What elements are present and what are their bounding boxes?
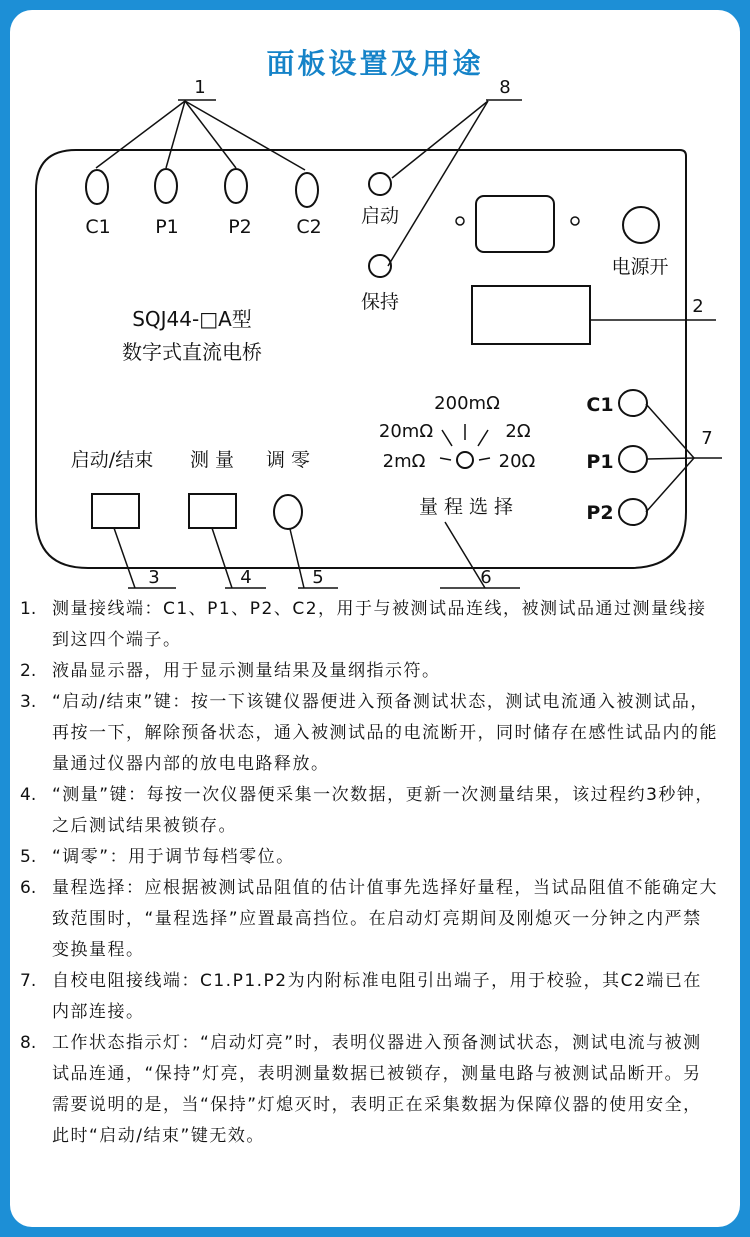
port-screw-left [456, 217, 464, 225]
callout-6: 6 [480, 567, 492, 588]
terminal-label-p1: P1 [155, 216, 179, 238]
range-tick [440, 458, 451, 460]
terminal-p1 [155, 169, 177, 203]
item-number: 6. [20, 878, 37, 898]
leader-line [96, 101, 185, 168]
list-item [20, 780, 720, 842]
leader-line [392, 101, 488, 178]
leader-line [647, 458, 694, 459]
selfcheck-terminal-p2 [619, 499, 647, 525]
range-20-ohm: 20Ω [498, 451, 536, 472]
data-port [476, 196, 554, 252]
lcd-display [472, 286, 590, 344]
range-tick [442, 430, 452, 446]
start-lamp [369, 173, 391, 195]
item-number: 1. [20, 599, 37, 619]
start-lamp-label: 启动 [360, 205, 400, 227]
range-2m-ohm: 2mΩ [382, 451, 426, 472]
range-2-ohm: 2Ω [505, 421, 531, 442]
leader-line [290, 529, 304, 588]
item-text: 测量接线端：C1、P1、P2、C2，用于与被测试品连线，被测试品通过测量线接到这四个端子。 [52, 599, 707, 650]
terminal-label-c2: C2 [296, 216, 322, 238]
power-label: 电源开 [611, 256, 669, 278]
leader-line [185, 101, 305, 170]
port-screw-right [571, 217, 579, 225]
start-end-button [92, 494, 139, 528]
terminal-label-p2: P2 [228, 216, 252, 238]
hold-lamp [369, 255, 391, 277]
list-item [20, 966, 720, 1028]
selfcheck-label-p1: P1 [586, 451, 614, 473]
page-title: 面板设置及用途 [266, 47, 484, 80]
power-switch [623, 207, 659, 243]
list-item [20, 873, 720, 966]
list-item [20, 842, 720, 873]
callout-3: 3 [148, 567, 160, 588]
terminal-c2 [296, 173, 318, 207]
range-knob [457, 452, 473, 468]
item-text: 液晶显示器，用于显示测量结果及量纲指示符。 [52, 661, 441, 681]
callout-2: 2 [692, 296, 704, 317]
list-item [20, 1028, 720, 1152]
range-20m-ohm: 20mΩ [378, 421, 434, 442]
range-tick [479, 458, 490, 460]
item-text: 自校电阻接线端：C1.P1.P2为内附标准电阻引出端子，用于校验，其C2端已在内部连接。 [52, 971, 702, 1022]
callout-8: 8 [499, 77, 511, 98]
leader-line [166, 101, 185, 168]
terminal-p2 [225, 169, 247, 203]
measure-label: 测 量 [189, 449, 235, 471]
item-text: “测量”键：每按一次仪器便采集一次数据，更新一次测量结果，该过程约3秒钟，之后测试结果被锁存。 [52, 785, 714, 836]
zero-knob [274, 495, 302, 529]
range-label: 量 程 选 择 [418, 496, 514, 518]
range-200m-ohm: 200mΩ [434, 393, 500, 414]
list-item [20, 594, 720, 656]
leader-line [388, 101, 488, 266]
callout-4: 4 [240, 567, 252, 588]
leader-line [445, 522, 485, 588]
range-tick [478, 430, 488, 446]
item-text: “启动/结束”键：按一下该键仪器便进入预备测试状态，测试电流通入被测试品，再按一下，解除预备状态，通入被测试品的电流断开，同时储存在感性试品内的能量通过仪器内部的放电电路释放。 [52, 692, 718, 774]
zero-label: 调 零 [265, 449, 311, 471]
item-number: 4. [20, 785, 37, 805]
leader-line [212, 528, 232, 588]
selfcheck-terminal-c1 [619, 390, 647, 416]
item-text: “调零”：用于调节每档零位。 [52, 847, 295, 867]
leader-line [114, 528, 135, 588]
model-label: SQJ44-□A型 [132, 307, 252, 331]
item-number: 3. [20, 692, 37, 712]
callout-7: 7 [701, 428, 713, 449]
description-list [20, 594, 720, 1152]
measure-button [189, 494, 236, 528]
selfcheck-label-c1: C1 [586, 394, 614, 416]
panel-diagram [0, 0, 750, 600]
instrument-name: 数字式直流电桥 [122, 340, 262, 364]
list-item [20, 687, 720, 780]
selfcheck-label-p2: P2 [586, 502, 614, 524]
callout-5: 5 [312, 567, 324, 588]
selfcheck-terminal-p1 [619, 446, 647, 472]
item-number: 7. [20, 971, 37, 991]
start-end-label: 启动/结束 [70, 449, 154, 471]
terminal-c1 [86, 170, 108, 204]
terminal-label-c1: C1 [85, 216, 111, 238]
item-number: 8. [20, 1033, 37, 1053]
callout-1: 1 [194, 77, 206, 98]
item-number: 2. [20, 661, 37, 681]
leader-line [185, 101, 236, 168]
hold-lamp-label: 保持 [360, 291, 400, 313]
item-number: 5. [20, 847, 37, 867]
item-text: 工作状态指示灯：“启动灯亮”时，表明仪器进入预备测试状态，测试电流与被测试品连通，“保持”灯亮，表明测量数据已被锁存，测量电路与被测试品断开。另需要说明的是，当“保持”灯熄灭时，表明正在采集数据为保障仪器的使用安全，此时“启动/结束”键无效。 [52, 1033, 702, 1146]
item-text: 量程选择：应根据被测试品阻值的估计值事先选择好量程，当试品阻值不能确定大致范围时，“量程选择”应置最高挡位。在启动灯亮期间及刚熄灭一分钟之内严禁变换量程。 [52, 878, 718, 960]
list-item [20, 656, 720, 687]
